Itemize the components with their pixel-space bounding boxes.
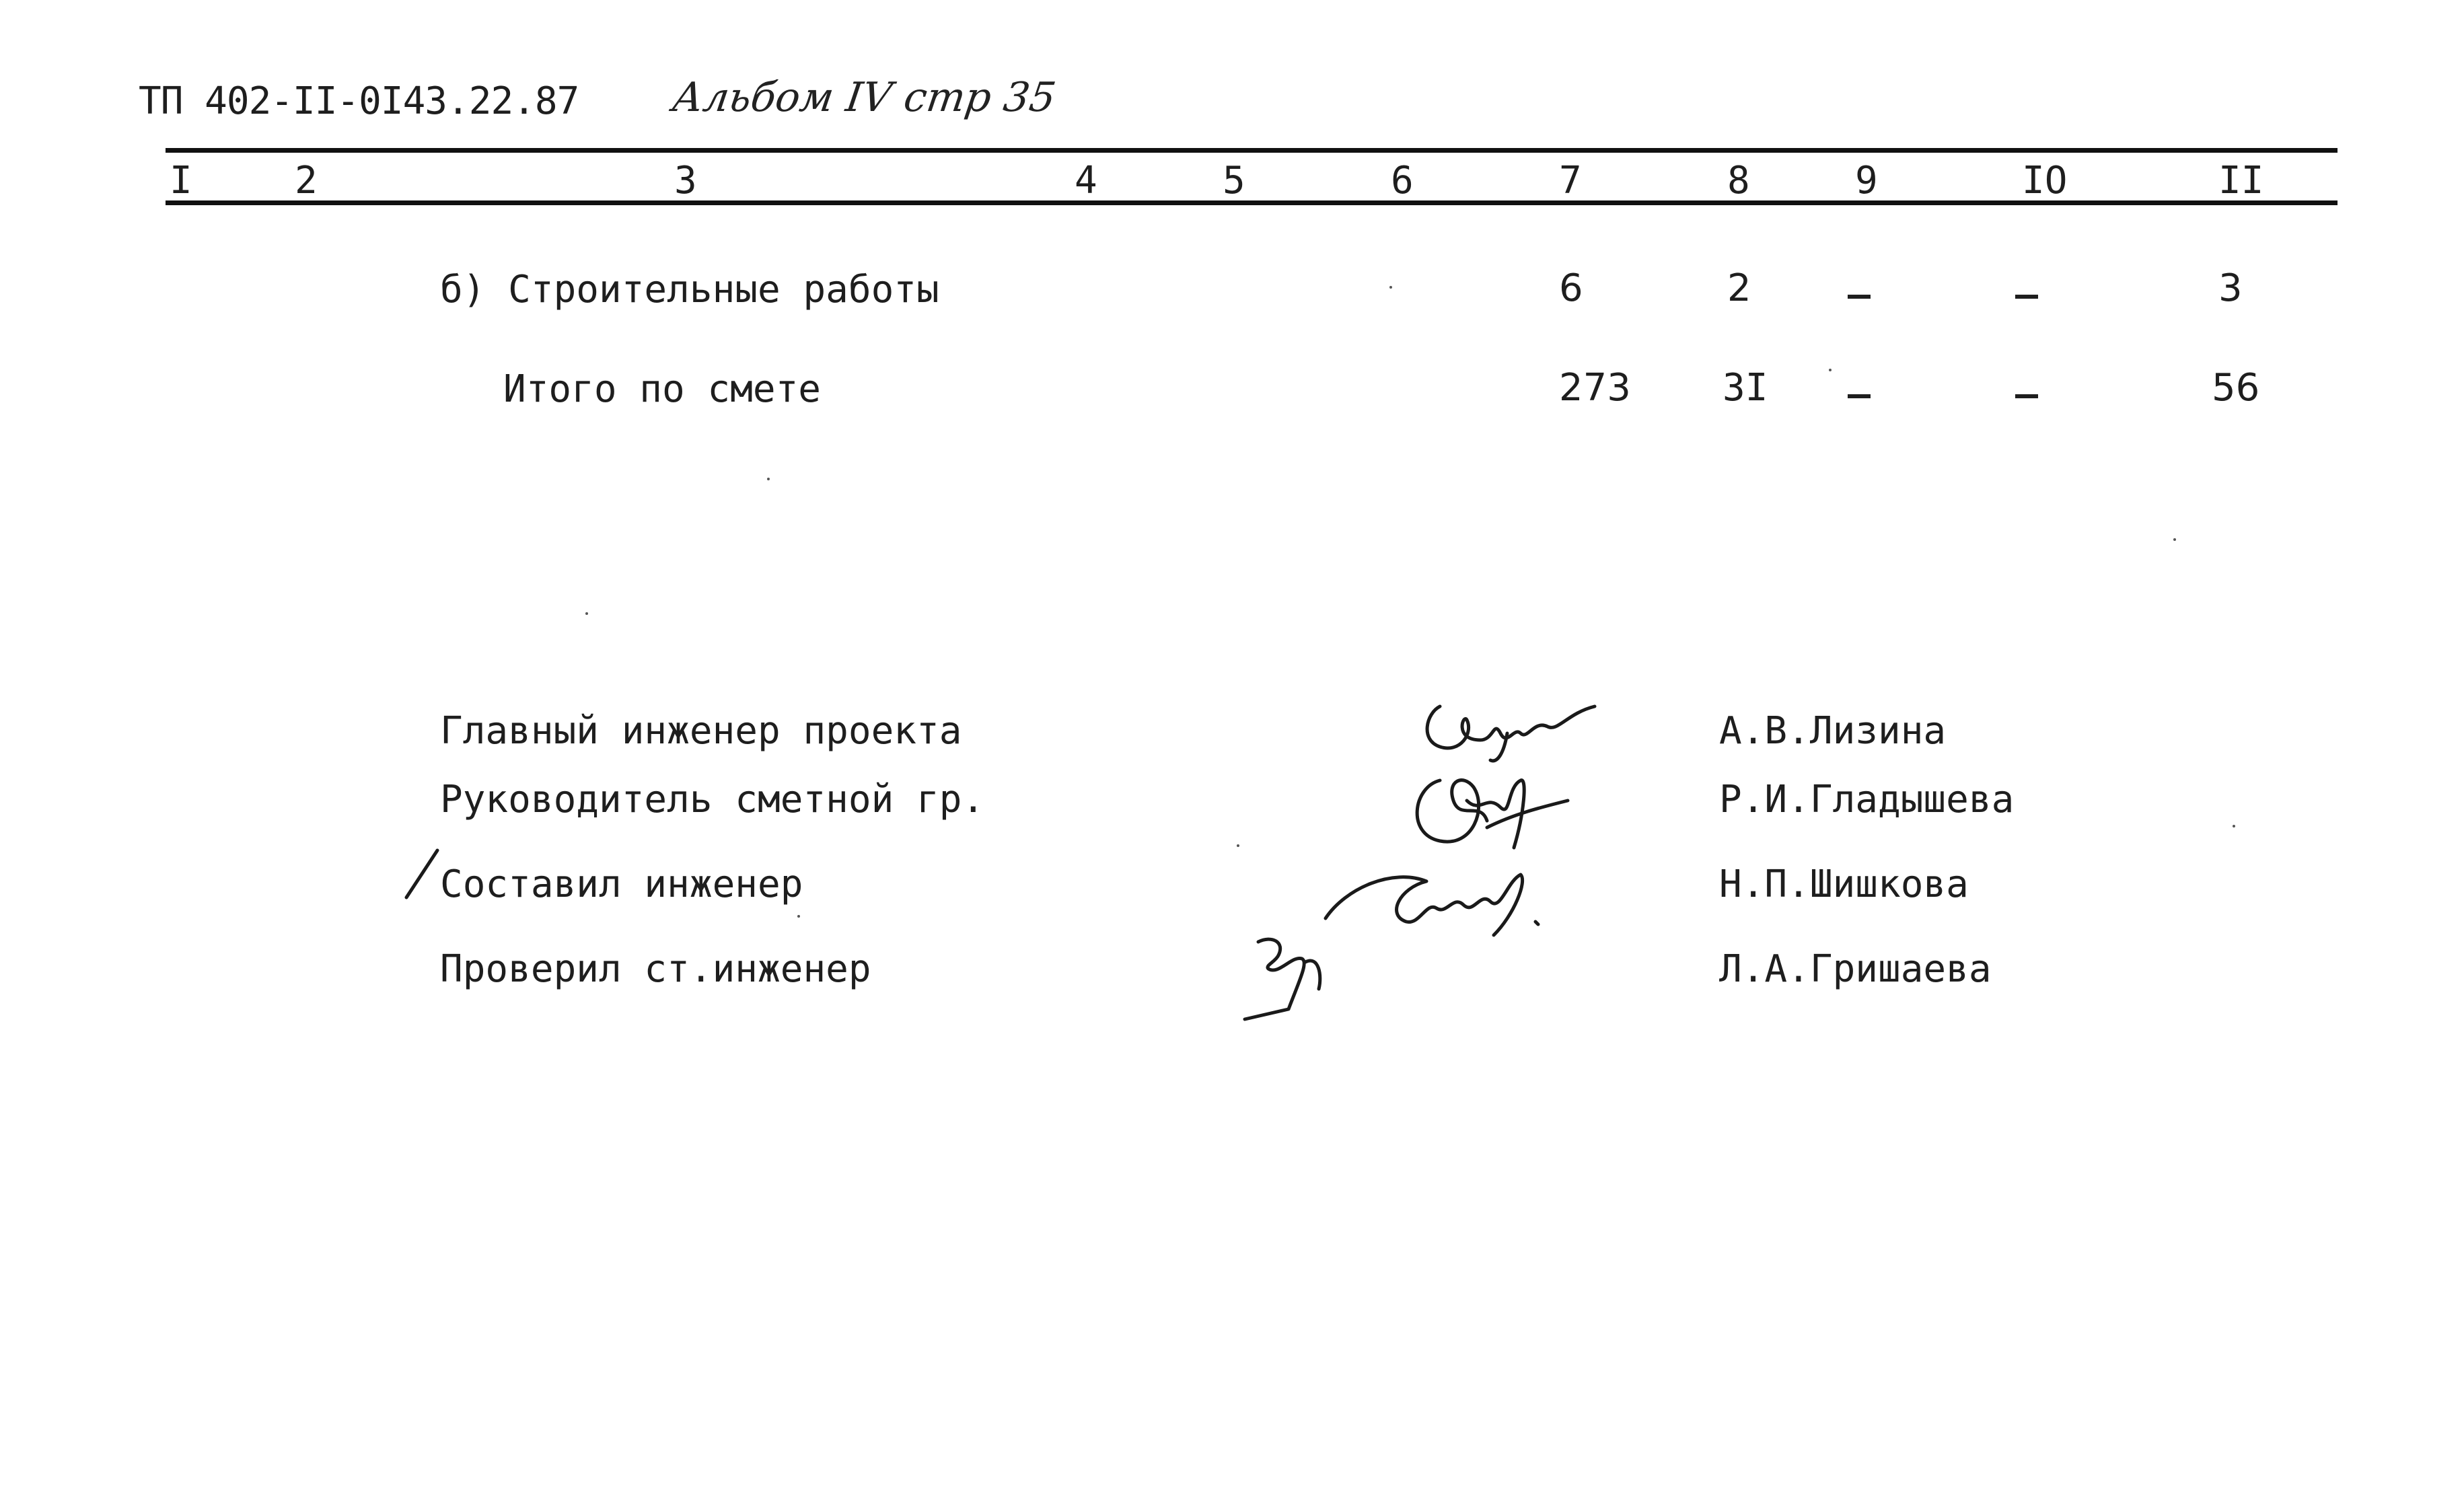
- cell-col-8: 3I: [1723, 366, 1768, 410]
- signatory-role: Главный инженер проекта: [440, 709, 962, 753]
- column-number-7: 7: [1559, 159, 1582, 203]
- dash-mark: [1848, 394, 1871, 398]
- column-number-6: 6: [1391, 159, 1414, 203]
- scan-speck: [767, 478, 770, 480]
- column-number-2: 2: [295, 159, 318, 203]
- scan-speck: [2173, 538, 2176, 541]
- signature-shishkova-icon: [1319, 854, 1561, 942]
- column-number-3: 3: [674, 159, 697, 203]
- column-number-4: 4: [1075, 159, 1097, 203]
- column-number-10: IO: [2022, 159, 2068, 203]
- signatory-name: Л.А.Гришаева: [1719, 947, 1992, 991]
- table-top-rule: [166, 148, 2338, 153]
- cell-col-10: [2012, 366, 2052, 410]
- signatory-name: Р.И.Гладышева: [1719, 778, 2015, 821]
- signature-gladysheva-icon: [1400, 760, 1574, 861]
- cell-col-8: 2: [1727, 266, 1751, 310]
- signatory-role: Составил инженер: [440, 862, 803, 906]
- signature-grishaeva-icon: [1238, 928, 1352, 1023]
- scan-speck: [1237, 844, 1239, 847]
- cell-col-11: 3: [2218, 266, 2243, 310]
- cell-col-10: [2012, 266, 2052, 310]
- row-label: б) Строительные работы: [440, 268, 939, 311]
- signatory-name: А.В.Лизина: [1719, 709, 1947, 753]
- pen-mark-icon: [402, 848, 443, 901]
- scan-speck: [797, 915, 800, 918]
- cell-col-7: 6: [1559, 266, 1583, 310]
- cell-col-11: 56: [2212, 366, 2260, 410]
- column-number-5: 5: [1223, 159, 1245, 203]
- signatory-role: Проверил ст.инженер: [440, 947, 871, 991]
- cell-col-9: [1844, 366, 1884, 410]
- scan-speck: [1389, 286, 1392, 289]
- cell-col-7: 273: [1559, 366, 1631, 410]
- signatory-role: Руководитель сметной гр.: [440, 778, 985, 821]
- scan-speck: [1829, 369, 1832, 371]
- row-label: Итого по смете: [503, 367, 822, 411]
- column-number-9: 9: [1855, 159, 1878, 203]
- scan-speck: [585, 612, 588, 615]
- dash-mark: [2015, 394, 2038, 398]
- dash-mark: [1848, 295, 1871, 299]
- column-number-8: 8: [1727, 159, 1750, 203]
- signature-lizina-icon: [1413, 693, 1601, 767]
- signatory-name: Н.П.Шишкова: [1719, 862, 1969, 906]
- album-page-note: Альбом IV стр 35: [669, 74, 1059, 121]
- document-code: ТП 402-II-0I43.22.87: [139, 79, 579, 123]
- dash-mark: [2015, 295, 2038, 299]
- cell-col-9: [1844, 266, 1884, 310]
- column-number-1: I: [170, 159, 192, 203]
- column-number-11: II: [2218, 159, 2264, 203]
- scan-speck: [2233, 825, 2235, 827]
- table-header-bottom-rule: [166, 200, 2338, 205]
